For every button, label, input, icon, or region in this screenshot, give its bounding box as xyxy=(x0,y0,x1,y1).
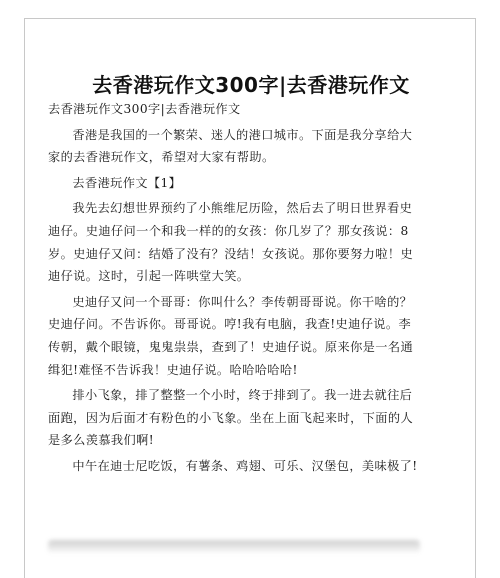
document-title: 去香港玩作文300字|去香港玩作文 xyxy=(92,73,410,97)
paragraph-2: 史迪仔又问一个哥哥：你叫什么？李传朝哥哥说。你干啥的？史迪仔问。不告诉你。哥哥说。哼!我有电脑，我查!史迪仔说。李传朝，戴个眼镜，鬼鬼祟祟，查到了！史迪仔说。原来你是一名通缉犯!难怪不告诉我！史迪仔说。哈哈哈哈哈! xyxy=(48,294,414,377)
paragraph-intro: 香港是我国的一个繁荣、迷人的港口城市。下面是我分享给大家的去香港玩作文，希望对大家有帮助。 xyxy=(48,127,413,165)
section-heading: 去香港玩作文【1】 xyxy=(72,175,182,190)
paragraph-4: 中午在迪士尼吃饭，有薯条、鸡翅、可乐、汉堡包，美味极了! xyxy=(72,458,418,473)
document-subtitle: 去香港玩作文300字|去香港玩作文 xyxy=(48,102,241,116)
document-body xyxy=(48,98,420,481)
paragraph-1: 我先去幻想世界预约了小熊维尼历险，然后去了明日世界看史迪仔。史迪仔问一个和我一样的的女孩：你几岁了？那女孩说：8岁。史迪仔又问：结婚了没有？没结！女孩说。那你要努力啦！史迪仔说。这时，引起一阵哄堂大笑。 xyxy=(48,201,414,284)
blurred-text-line xyxy=(48,540,420,554)
paragraph-3: 排小飞象，排了整整一个小时，终于排到了。我一进去就往后面跑，因为后面才有粉色的小飞象。坐在上面飞起来时，下面的人是多么羡慕我们啊! xyxy=(48,388,414,448)
